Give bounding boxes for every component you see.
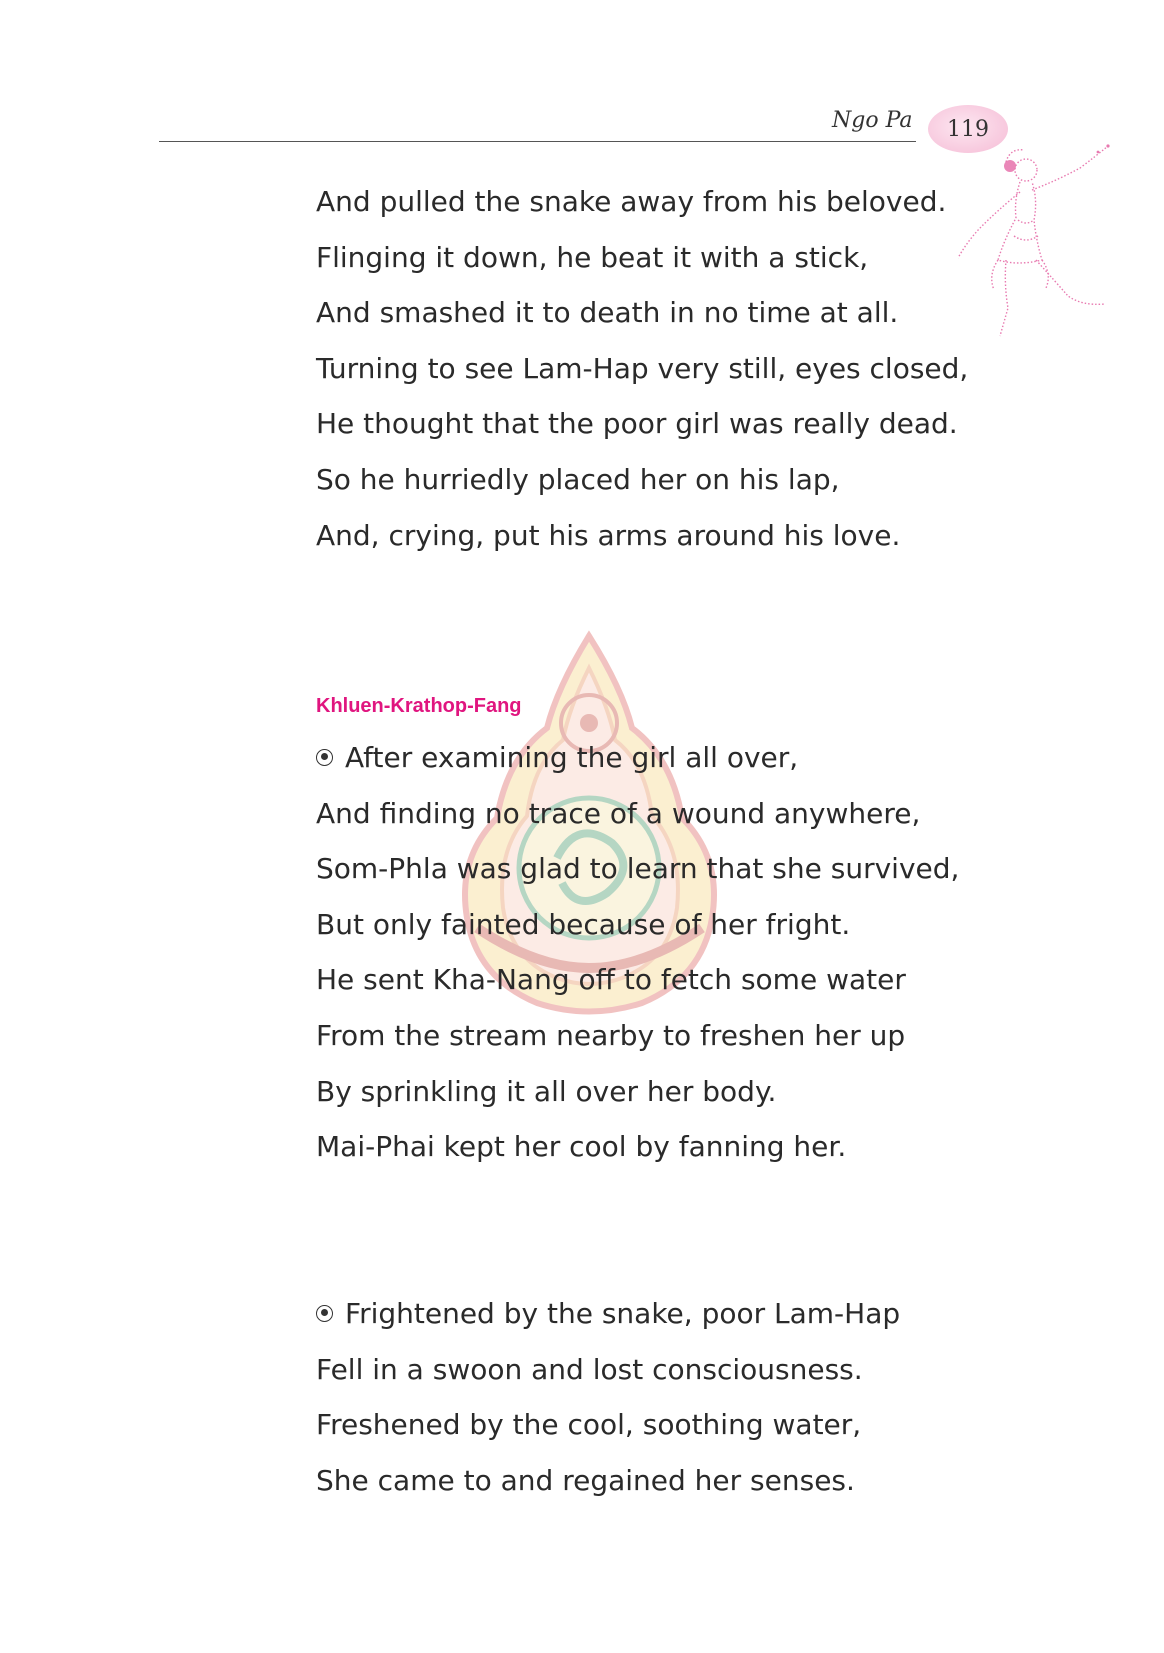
stanza-3 xyxy=(316,1286,900,1508)
stanza-2 xyxy=(316,730,959,1175)
verse-line: And pulled the snake away from his beloved. xyxy=(316,185,947,218)
verse-line: And finding no trace of a wound anywhere, xyxy=(316,796,921,830)
verse-line xyxy=(316,730,959,786)
circled-dot-icon xyxy=(316,1305,333,1322)
verse-line: Freshened by the cool, soothing water, xyxy=(316,1408,862,1442)
verse-line: From the stream nearby to freshen her up xyxy=(316,1018,906,1052)
verse-line: But only fainted because of her fright. xyxy=(316,907,851,941)
verse-line xyxy=(316,1286,900,1342)
verse-text: Frightened by the snake, poor Lam-Hap xyxy=(345,1297,901,1330)
stanza-1 xyxy=(316,174,968,563)
dancer-figure-icon xyxy=(958,140,1118,345)
verse-line: She came to and regained her senses. xyxy=(316,1463,855,1497)
running-head: Ngo Pa xyxy=(832,108,913,133)
verse-text: After examining the girl all over, xyxy=(345,741,799,774)
verse-line: Fell in a swoon and lost consciousness. xyxy=(316,1352,863,1386)
section-label: Khluen-Krathop-Fang xyxy=(316,695,522,717)
verse-line: Turning to see Lam-Hap very still, eyes closed, xyxy=(316,351,969,385)
verse-line: Flinging it down, he beat it with a stick, xyxy=(316,240,869,274)
verse-line: He thought that the poor girl was really dead. xyxy=(316,407,958,441)
verse-line: And smashed it to death in no time at all. xyxy=(316,296,899,330)
page-number: 119 xyxy=(947,116,989,142)
verse-line: And, crying, put his arms around his love. xyxy=(316,518,901,552)
verse-line: By sprinkling it all over her body. xyxy=(316,1074,777,1108)
verse-line: He sent Kha-Nang off to fetch some water xyxy=(316,963,906,997)
circled-dot-icon xyxy=(316,749,333,766)
verse-line: Mai-Phai kept her cool by fanning her. xyxy=(316,1130,847,1164)
header-rule xyxy=(159,141,916,142)
verse-line: So he hurriedly placed her on his lap, xyxy=(316,462,840,496)
verse-line: Som-Phla was glad to learn that she survived, xyxy=(316,852,960,886)
